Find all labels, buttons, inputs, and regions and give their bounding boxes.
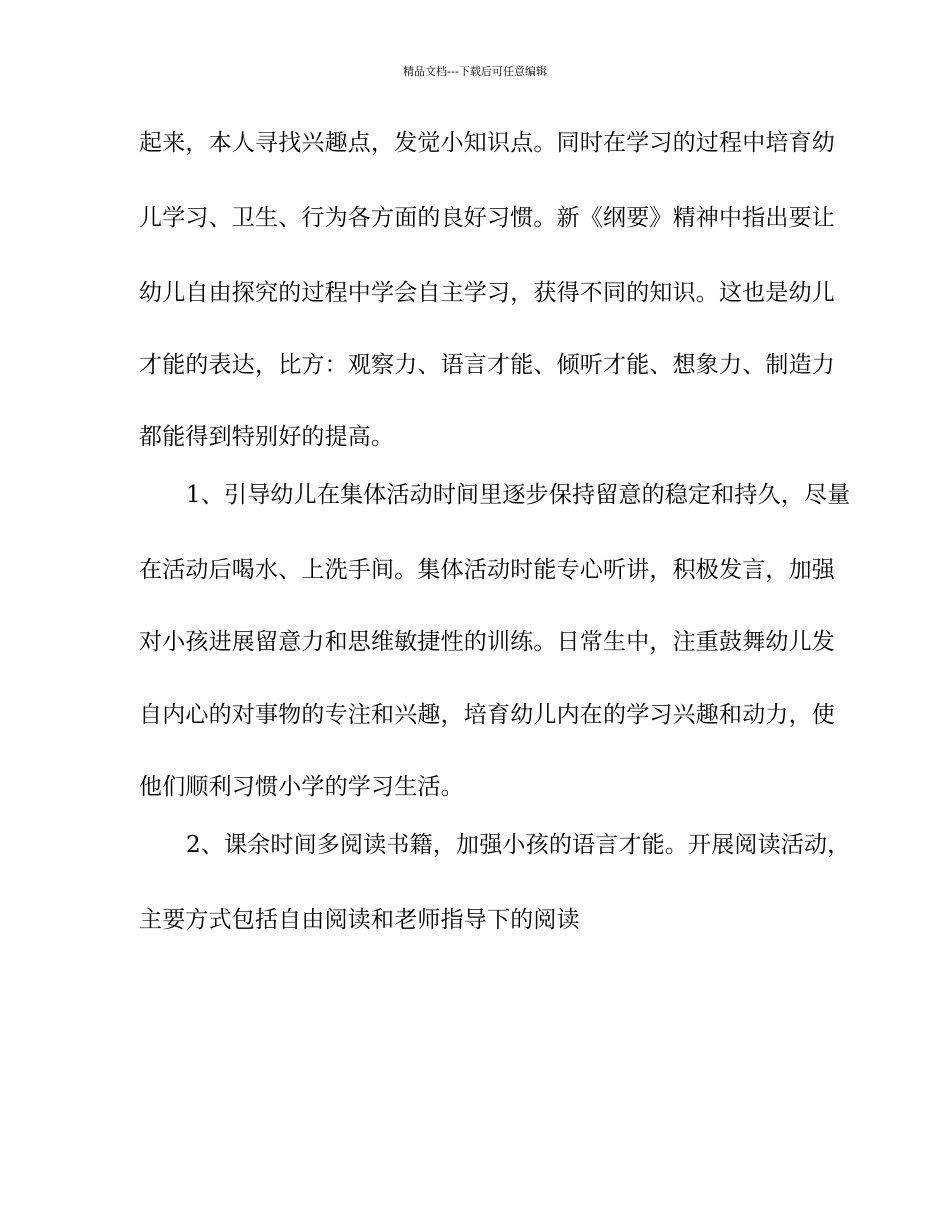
body-line: 起来，本人寻找兴趣点，发觉小知识点。同时在学习的过程中培育幼: [139, 130, 835, 156]
body-line: 在活动后喝水、上洗手间。集体活动时能专心听讲，积极发言，加强: [139, 557, 835, 583]
body-line: 幼儿自由探究的过程中学会自主学习，获得不同的知识。这也是幼儿: [139, 280, 835, 306]
body-line: 主要方式包括自由阅读和老师指导下的阅读: [139, 907, 580, 933]
body-line: 才能的表达，比方：观察力、语言才能、倾听才能、想象力、制造力: [139, 352, 835, 378]
body-line: 儿学习、卫生、行为各方面的良好习惯。新《纲要》精神中指出要让: [139, 205, 835, 231]
body-line: 都能得到特别好的提高。: [139, 424, 395, 450]
body-line: 对小孩进展留意力和思维敏捷性的训练。日常生中，注重鼓舞幼儿发: [139, 629, 835, 655]
paragraph-1-first-line: 1、引导幼儿在集体活动时间里逐步保持留意的稳定和持久，尽量: [186, 482, 851, 508]
body-line: 自内心的对事物的专注和兴趣，培育幼儿内在的学习兴趣和动力，使: [139, 702, 835, 728]
body-line: 他们顺利习惯小学的学习生活。: [139, 774, 464, 800]
page-header: 精品文档---下载后可任意编辑: [403, 65, 547, 78]
paragraph-2-first-line: 2、课余时间多阅读书籍，加强小孩的语言才能。开展阅读活动，: [186, 832, 851, 858]
